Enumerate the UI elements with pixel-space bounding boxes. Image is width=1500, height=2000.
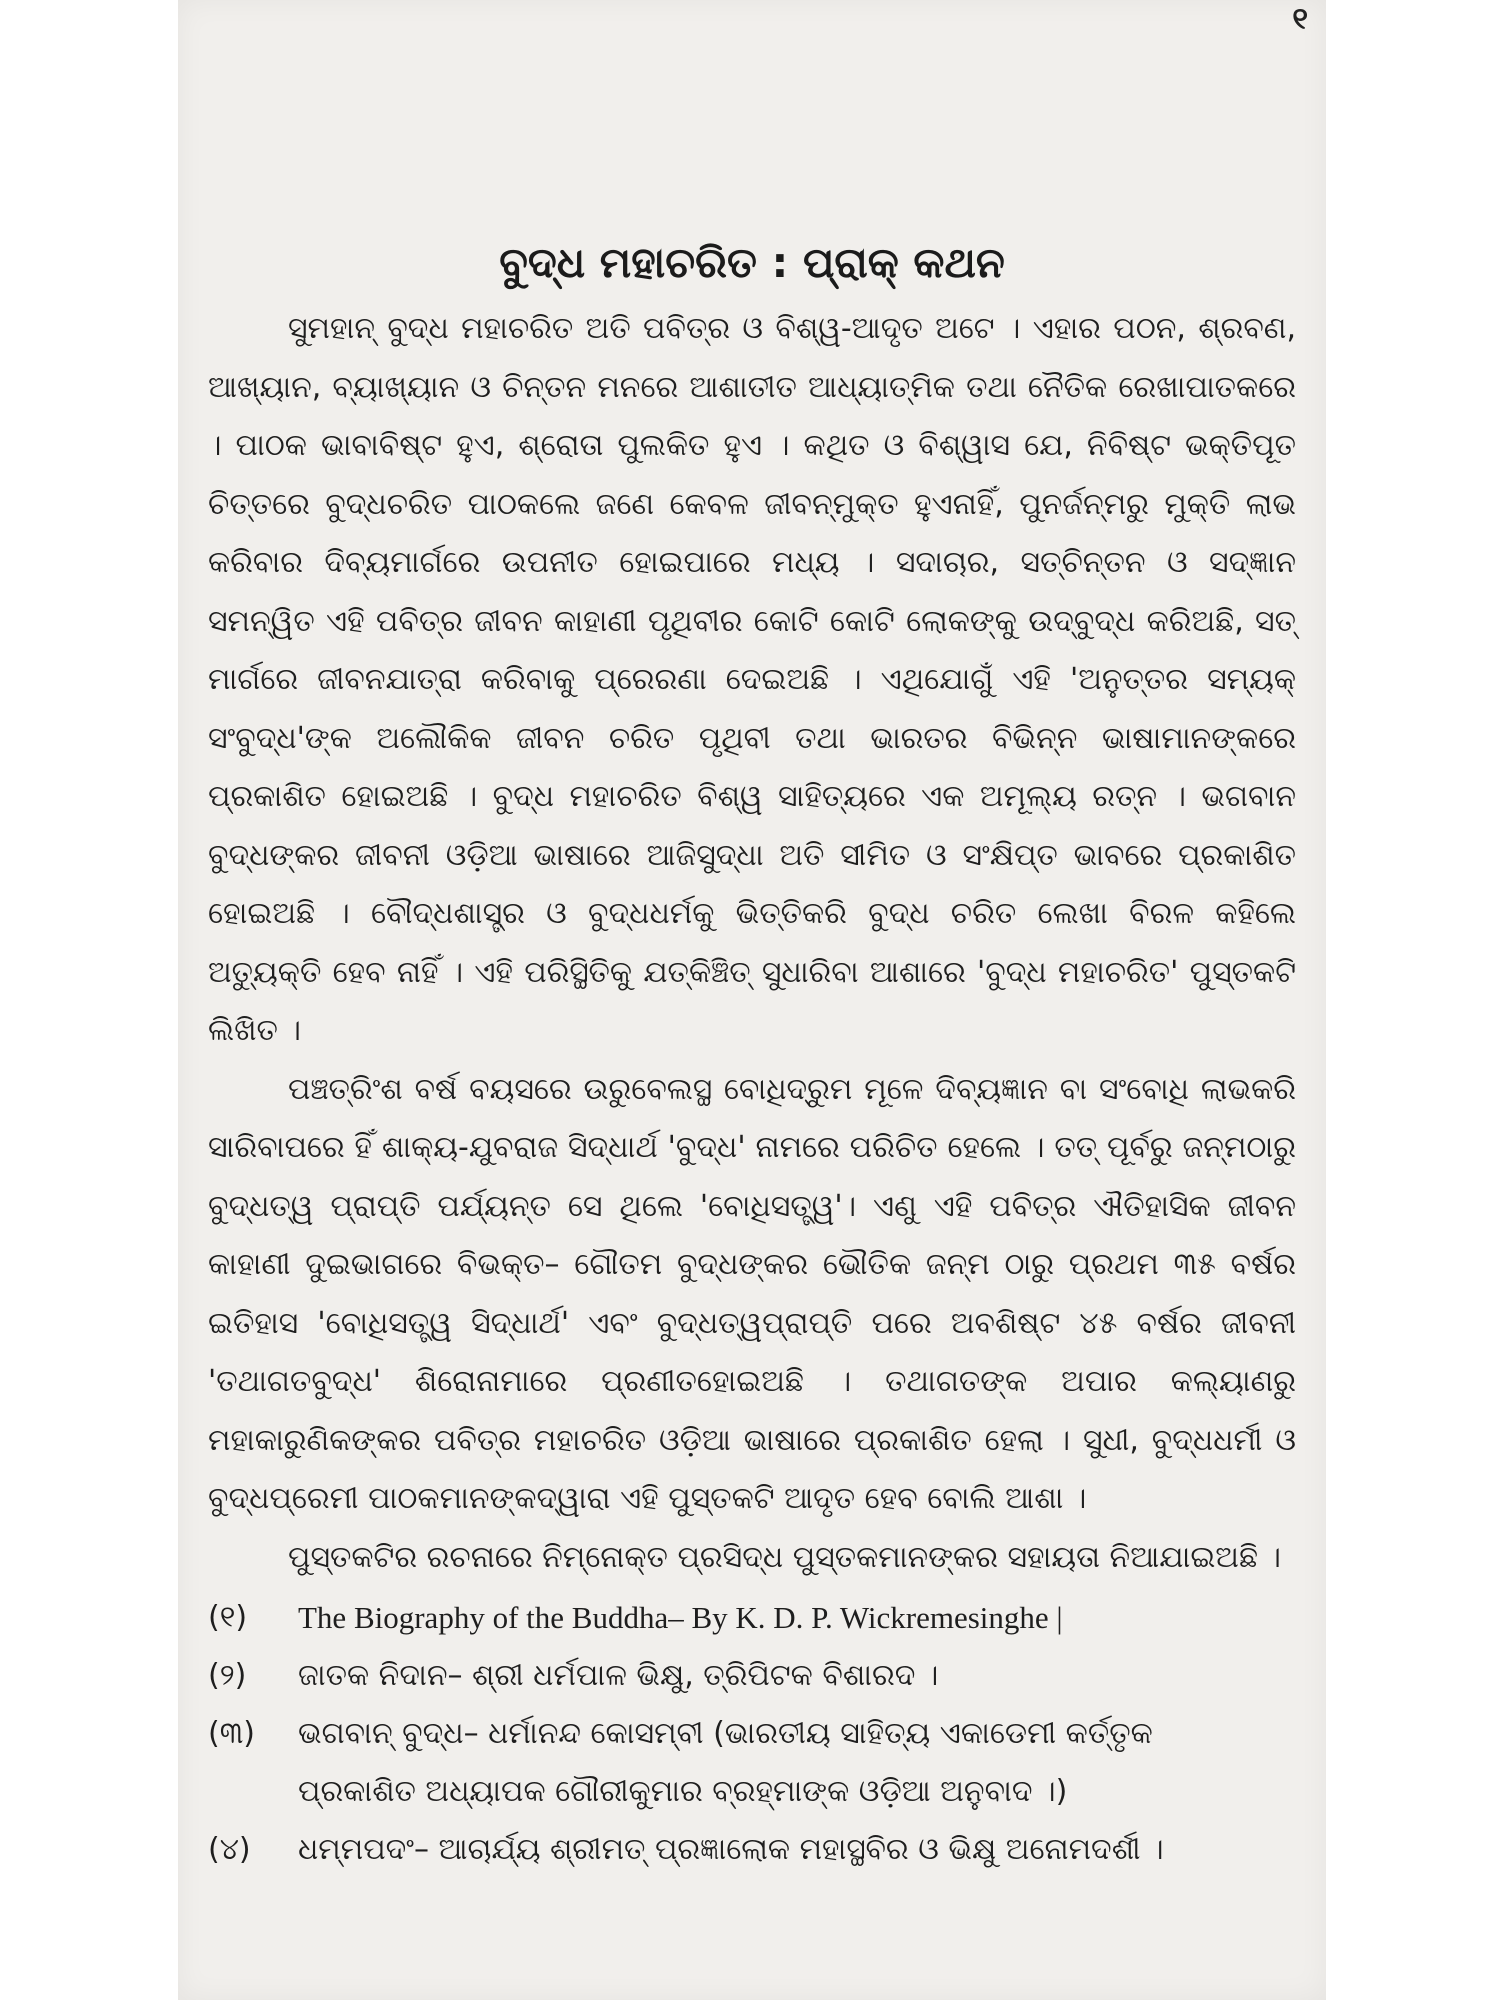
paragraph-3: ପୁସ୍ତକଟିର ରଚନାରେ ନିମ୍ନୋକ୍ତ ପ୍ରସିଦ୍ଧ ପୁସ୍ତକମାନଙ୍କର ସହାୟତା ନିଆଯାଇଅଛି । xyxy=(288,1539,1282,1575)
page-number: ୧ xyxy=(1292,2,1308,37)
paragraph-2: ପଞ୍ଚତ୍ରିଂଶ ବର୍ଷ ବୟସରେ ଉରୁବେଲସ୍ଥ ବୋଧିଦ୍ରୁମ ମୂଳେ ଦିବ୍ୟଜ୍ଞାନ ବା ସଂବୋଧି ଲାଭକରି ସାରିବାପରେ ହିଁ ଶାକ୍ୟ-ଯୁବରାଜ ସିଦ୍ଧାର୍ଥ 'ବୁଦ୍ଧ' ନାମରେ ପରିଚିତ ହେଲେ । ତତ୍ ପୂର୍ବରୁ ଜନ୍ମଠାରୁ ବୁଦ୍ଧତ୍ୱ ପ୍ରାପ୍ତି ପର୍ଯ୍ୟନ୍ତ ସେ ଥିଲେ 'ବୋଧିସତ୍ତ୍ୱ'। ଏଣୁ ଏହି ପବିତ୍ର ଐତିହାସିକ ଜୀବନ କାହାଣୀ ଦୁଇଭାଗରେ ବିଭକ୍ତ– ଗୌତମ ବୁଦ୍ଧଙ୍କର ଭୌତିକ ଜନ୍ମ ଠାରୁ ପ୍ରଥମ ୩୫ ବର୍ଷର ଇତିହାସ 'ବୋଧିସତ୍ତ୍ୱ ସିଦ୍ଧାର୍ଥ' ଏବଂ ବୁଦ୍ଧତ୍ୱପ୍ରାପ୍ତି ପରେ ଅବଶିଷ୍ଟ ୪୫ ବର୍ଷର ଜୀବନୀ 'ତଥାଗତବୁଦ୍ଧ' ଶିରୋନାମାରେ ପ୍ରଣୀତହୋଇଅଛି । ତଥାଗତଙ୍କ ଅପାର କଲ୍ୟାଣରୁ ମହାକାରୁଣିକଙ୍କର ପବିତ୍ର ମହାଚରିତ ଓଡ଼ିଆ ଭାଷାରେ ପ୍ରକାଶିତ ହେଲା । ସୁଧୀ, ବୁଦ୍ଧଧର୍ମୀ ଓ ବୁଦ୍ଧପ୍ରେମୀ ପାଠକମାନଙ୍କଦ୍ୱାରା ଏହି ପୁସ୍ତକଟି ଆଦୃତ ହେବ ବୋଲି ଆଶା । xyxy=(208,1071,1296,1516)
body-text xyxy=(208,300,1296,1879)
reference-number: (୩) xyxy=(208,1716,255,1751)
reference-item-3 xyxy=(208,1705,1296,1763)
reference-number: (୧) xyxy=(208,1600,248,1635)
reference-text: The Biography of the Buddha– By K. D. P. Wickremesinghe | xyxy=(298,1600,1063,1635)
reference-item-1 xyxy=(208,1589,1296,1647)
reference-list xyxy=(208,1589,1296,1879)
paragraph-1: ସୁମହାନ୍ ବୁଦ୍ଧ ମହାଚରିତ ଅତି ପବିତ୍ର ଓ ବିଶ୍ୱ-ଆଦୃତ ଅଟେ । ଏହାର ପଠନ, ଶ୍ରବଣ, ଆଖ୍ୟାନ, ବ୍ୟାଖ୍ୟାନ ଓ ଚିନ୍ତନ ମନରେ ଆଶାତୀତ ଆଧ୍ୟାତ୍ମିକ ତଥା ନୈତିକ ରେଖାପାତକରେ । ପାଠକ ଭାବାବିଷ୍ଟ ହୁଏ, ଶ୍ରୋତା ପୁଲକିତ ହୁଏ । କଥିତ ଓ ବିଶ୍ୱାସ ଯେ, ନିବିଷ୍ଟ ଭକ୍ତିପୂତ ଚିତ୍ତରେ ବୁଦ୍ଧଚରିତ ପାଠକଲେ ଜଣେ କେବଳ ଜୀବନ୍ମୁକ୍ତ ହୁଏନାହିଁ, ପୁନର୍ଜନ୍ମରୁ ମୁକ୍ତି ଲାଭ କରିବାର ଦିବ୍ୟମାର୍ଗରେ ଉପନୀତ ହୋଇପାରେ ମଧ୍ୟ । ସଦାଚାର, ସତ୍‌ଚିନ୍ତନ ଓ ସଦ୍‌ଜ୍ଞାନ ସମନ୍ୱିତ ଏହି ପବିତ୍ର ଜୀବନ କାହାଣୀ ପୃଥିବୀର କୋଟି କୋଟି ଲୋକଙ୍କୁ ଉଦ୍‌ବୁଦ୍ଧ କରିଅଛି, ସତ୍ ମାର୍ଗରେ ଜୀବନଯାତ୍ରା କରିବାକୁ ପ୍ରେରଣା ଦେଇଅଛି । ଏଥିଯୋଗୁଁ ଏହି 'ଅନୁତ୍ତର ସମ୍ୟକ୍ ସଂବୁଦ୍ଧ'ଙ୍କ ଅଲୌକିକ ଜୀବନ ଚରିତ ପୃଥିବୀ ତଥା ଭାରତର ବିଭିନ୍ନ ଭାଷାମାନଙ୍କରେ ପ୍ରକାଶିତ ହୋଇଅଛି । ବୁଦ୍ଧ ମହାଚରିତ ବିଶ୍ୱ ସାହିତ୍ୟରେ ଏକ ଅମୂଲ୍ୟ ରତ୍ନ । ଭଗବାନ ବୁଦ୍ଧଙ୍କର ଜୀବନୀ ଓଡ଼ିଆ ଭାଷାରେ ଆଜିସୁଦ୍ଧା ଅତି ସୀମିତ ଓ ସଂକ୍ଷିପ୍ତ ଭାବରେ ପ୍ରକାଶିତ ହୋଇଅଛି । ବୌଦ୍ଧଶାସ୍ତ୍ର ଓ ବୁଦ୍ଧଧର୍ମକୁ ଭିତ୍ତିକରି ବୁଦ୍ଧ ଚରିତ ଲେଖା ବିରଳ କହିଲେ ଅତ୍ୟୁକ୍ତି ହେବ ନାହିଁ । ଏହି ପରିସ୍ଥିତିକୁ ଯତ୍‌କିଞ୍ଚିତ୍ ସୁଧାରିବା ଆଶାରେ 'ବୁଦ୍ଧ ମହାଚରିତ' ପୁସ୍ତକଟି ଲିଖିତ । xyxy=(208,311,1296,1048)
reference-number: (୨) xyxy=(208,1658,247,1693)
reference-item-4 xyxy=(208,1821,1296,1879)
reference-item-2 xyxy=(208,1647,1296,1705)
reference-text: ଧମ୍ମପଦଂ– ଆଚାର୍ଯ୍ୟ ଶ୍ରୀମତ୍ ପ୍ରଜ୍ଞାଲୋକ ମହାସ୍ଥବିର ଓ ଭିକ୍ଷୁ ଅନୋମଦର୍ଶୀ । xyxy=(298,1832,1164,1867)
reference-number: (୪) xyxy=(208,1832,251,1867)
reference-item-3-continuation: ପ୍ରକାଶିତ ଅଧ୍ୟାପକ ଗୌରୀକୁମାର ବ୍ରହ୍ମାଙ୍କ ଓଡ଼ିଆ ଅନୁବାଦ ।) xyxy=(298,1774,1068,1809)
book-page xyxy=(178,0,1326,2000)
reference-text: ଭଗବାନ୍ ବୁଦ୍ଧ– ଧର୍ମାନନ୍ଦ କୋସମ୍ବୀ (ଭାରତୀୟ ସାହିତ୍ୟ ଏକାଡେମୀ କର୍ତ୍ତୃକ xyxy=(298,1716,1153,1751)
reference-text: ଜାତକ ନିଦାନ– ଶ୍ରୀ ଧର୍ମପାଳ ଭିକ୍ଷୁ, ତ୍ରିପିଟକ ବିଶାରଦ । xyxy=(298,1658,939,1693)
page-title: ବୁଦ୍ଧ ମହାଚରିତ : ପ୍ରାକ୍ କଥନ xyxy=(499,238,1005,288)
